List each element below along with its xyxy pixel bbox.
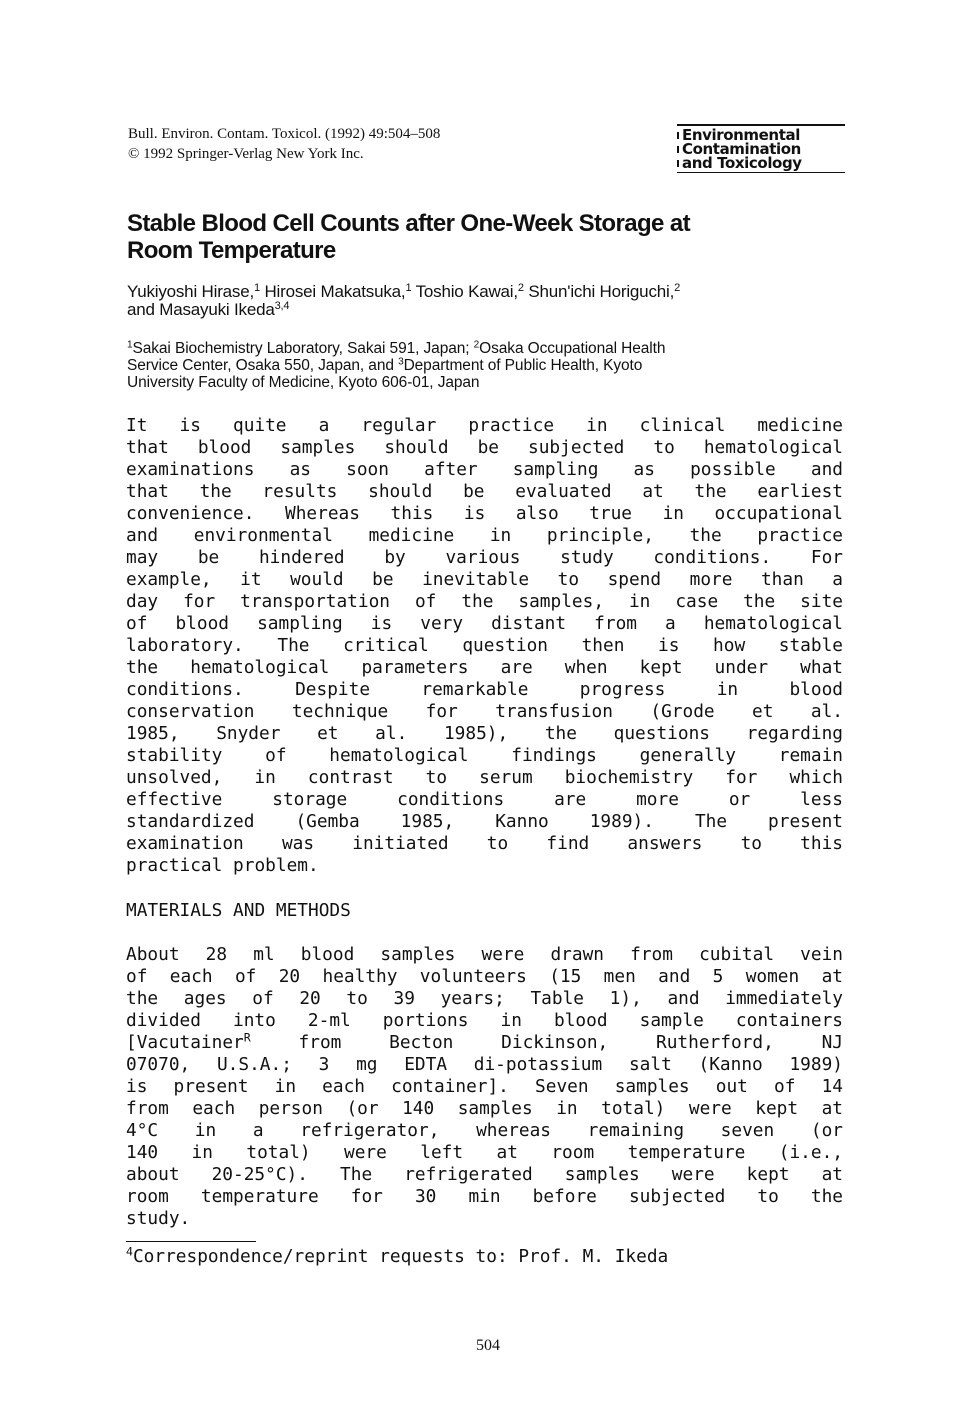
body-line: about 20-25°C). The refrigerated samples were kept at: [126, 1164, 843, 1185]
registered-mark: R: [243, 1030, 251, 1045]
author-affil-marker: 1: [405, 281, 412, 294]
methods-paragraph: [126, 944, 843, 1230]
footnote: [126, 1246, 668, 1268]
journal-citation-block: [128, 124, 440, 164]
body-line: [126, 1032, 843, 1054]
author-affil-marker: 1: [254, 281, 260, 294]
affiliation-text: Department of Public Health, Kyoto: [403, 357, 643, 374]
body-line: the ages of 20 to 39 years; Table 1), and immediately: [126, 988, 843, 1009]
affiliation-line-1: [127, 340, 847, 357]
body-line: examination was initiated to find answers to this: [126, 833, 843, 854]
journal-logo: [677, 124, 845, 173]
body-line: About 28 ml blood samples were drawn from cubital vein: [126, 944, 843, 965]
affiliation-text: Service Center, Osaka 550, Japan, and: [127, 357, 399, 374]
body-line: and environmental medicine in principle, the practice: [126, 525, 843, 546]
affiliation-text: Osaka Occupational Health: [479, 340, 666, 357]
page-number: 504: [476, 1337, 500, 1354]
author-affil-marker: 2: [674, 281, 681, 294]
body-line: effective storage conditions are more or less: [126, 789, 843, 810]
body-line: examinations as soon after sampling as possible and: [126, 459, 843, 480]
body-line: day for transportation of the samples, in case the site: [126, 591, 843, 612]
affil-marker: 3: [398, 356, 404, 368]
body-line: unsolved, in contrast to serum biochemistry for which: [126, 767, 843, 788]
logo-line-3: and Toxicology: [677, 156, 845, 170]
author-name: Shun'ichi Horiguchi,: [523, 282, 675, 301]
body-line: 1985, Snyder et al. 1985), the questions regarding: [126, 723, 843, 744]
footnote-divider: [126, 1241, 256, 1242]
body-line: the hematological parameters are when kept under what: [126, 657, 843, 678]
affiliation-line-2: [127, 357, 847, 374]
logo-line-2: Contamination: [677, 142, 845, 156]
journal-citation: Bull. Environ. Contam. Toxicol. (1992) 49:504–508: [128, 126, 441, 142]
author-name: Toshio Kawai,: [411, 282, 518, 301]
body-line: It is quite a regular practice in clinical medicine: [126, 415, 843, 436]
body-line: standardized (Gemba 1985, Kanno 1989). The present: [126, 811, 843, 832]
affil-marker: 1: [127, 339, 133, 351]
body-line: of each of 20 healthy volunteers (15 men and 5 women at: [126, 966, 843, 987]
logo-line-1: Environmental: [677, 128, 845, 142]
affiliations: [127, 340, 847, 391]
body-text: from Becton Dickinson, Rutherford, NJ: [250, 1032, 843, 1053]
body-line: study.: [126, 1208, 191, 1229]
author-affil-marker: 3,4: [274, 299, 290, 312]
section-heading: MATERIALS AND METHODS: [126, 900, 351, 921]
body-line: practical problem.: [126, 855, 319, 876]
body-line: conservation technique for transfusion (Grode et al.: [126, 701, 843, 722]
footnote-text: Correspondence/reprint requests to: Prof. M. Ikeda: [132, 1246, 669, 1267]
title-line-1: Stable Blood Cell Counts after One-Week Storage at: [127, 210, 690, 237]
body-line: room temperature for 30 min before subjected to the: [126, 1186, 843, 1207]
body-line: 140 in total) were left at room temperature (i.e.,: [126, 1142, 843, 1163]
body-line: of blood sampling is very distant from a hematological: [126, 613, 843, 634]
author-list: [127, 283, 847, 319]
body-line: stability of hematological findings generally remain: [126, 745, 843, 766]
author-line-1: [127, 283, 847, 301]
footnote-marker: 4: [126, 1244, 133, 1259]
body-line: that the results should be evaluated at the earliest: [126, 481, 843, 502]
copyright-notice: © 1992 Springer-Verlag New York Inc.: [128, 146, 364, 162]
body-line: from each person (or 140 samples in total) were kept at: [126, 1098, 843, 1119]
author-name: Yukiyoshi Hirase,: [127, 282, 254, 301]
body-line: laboratory. The critical question then is how stable: [126, 635, 843, 656]
affiliation-line-3: University Faculty of Medicine, Kyoto 606-01, Japan: [127, 374, 480, 391]
body-line: convenience. Whereas this is also true in occupational: [126, 503, 843, 524]
affiliation-text: Sakai Biochemistry Laboratory, Sakai 591, Japan;: [132, 340, 474, 357]
article-title: [127, 210, 847, 264]
body-line: divided into 2-ml portions in blood sample containers: [126, 1010, 843, 1031]
body-line: example, it would be inevitable to spend more than a: [126, 569, 843, 590]
title-line-2: Room Temperature: [127, 237, 336, 264]
body-line: that blood samples should be subjected to hematological: [126, 437, 843, 458]
author-affil-marker: 2: [517, 281, 524, 294]
body-line: may be hindered by various study conditions. For: [126, 547, 843, 568]
body-line: 4°C in a refrigerator, whereas remaining seven (or: [126, 1120, 843, 1141]
vacutainer-text: [Vacutainer: [126, 1032, 244, 1053]
affil-marker: 2: [473, 339, 480, 351]
author-line-2: [127, 301, 847, 319]
author-name: Hirosei Makatsuka,: [259, 282, 406, 301]
author-name: and Masayuki Ikeda: [127, 300, 275, 319]
body-line: is present in each container]. Seven samples out of 14: [126, 1076, 843, 1097]
introduction-paragraph: [126, 415, 843, 877]
body-line: conditions. Despite remarkable progress in blood: [126, 679, 843, 700]
body-line: 07070, U.S.A.; 3 mg EDTA di-potassium salt (Kanno 1989): [126, 1054, 843, 1075]
